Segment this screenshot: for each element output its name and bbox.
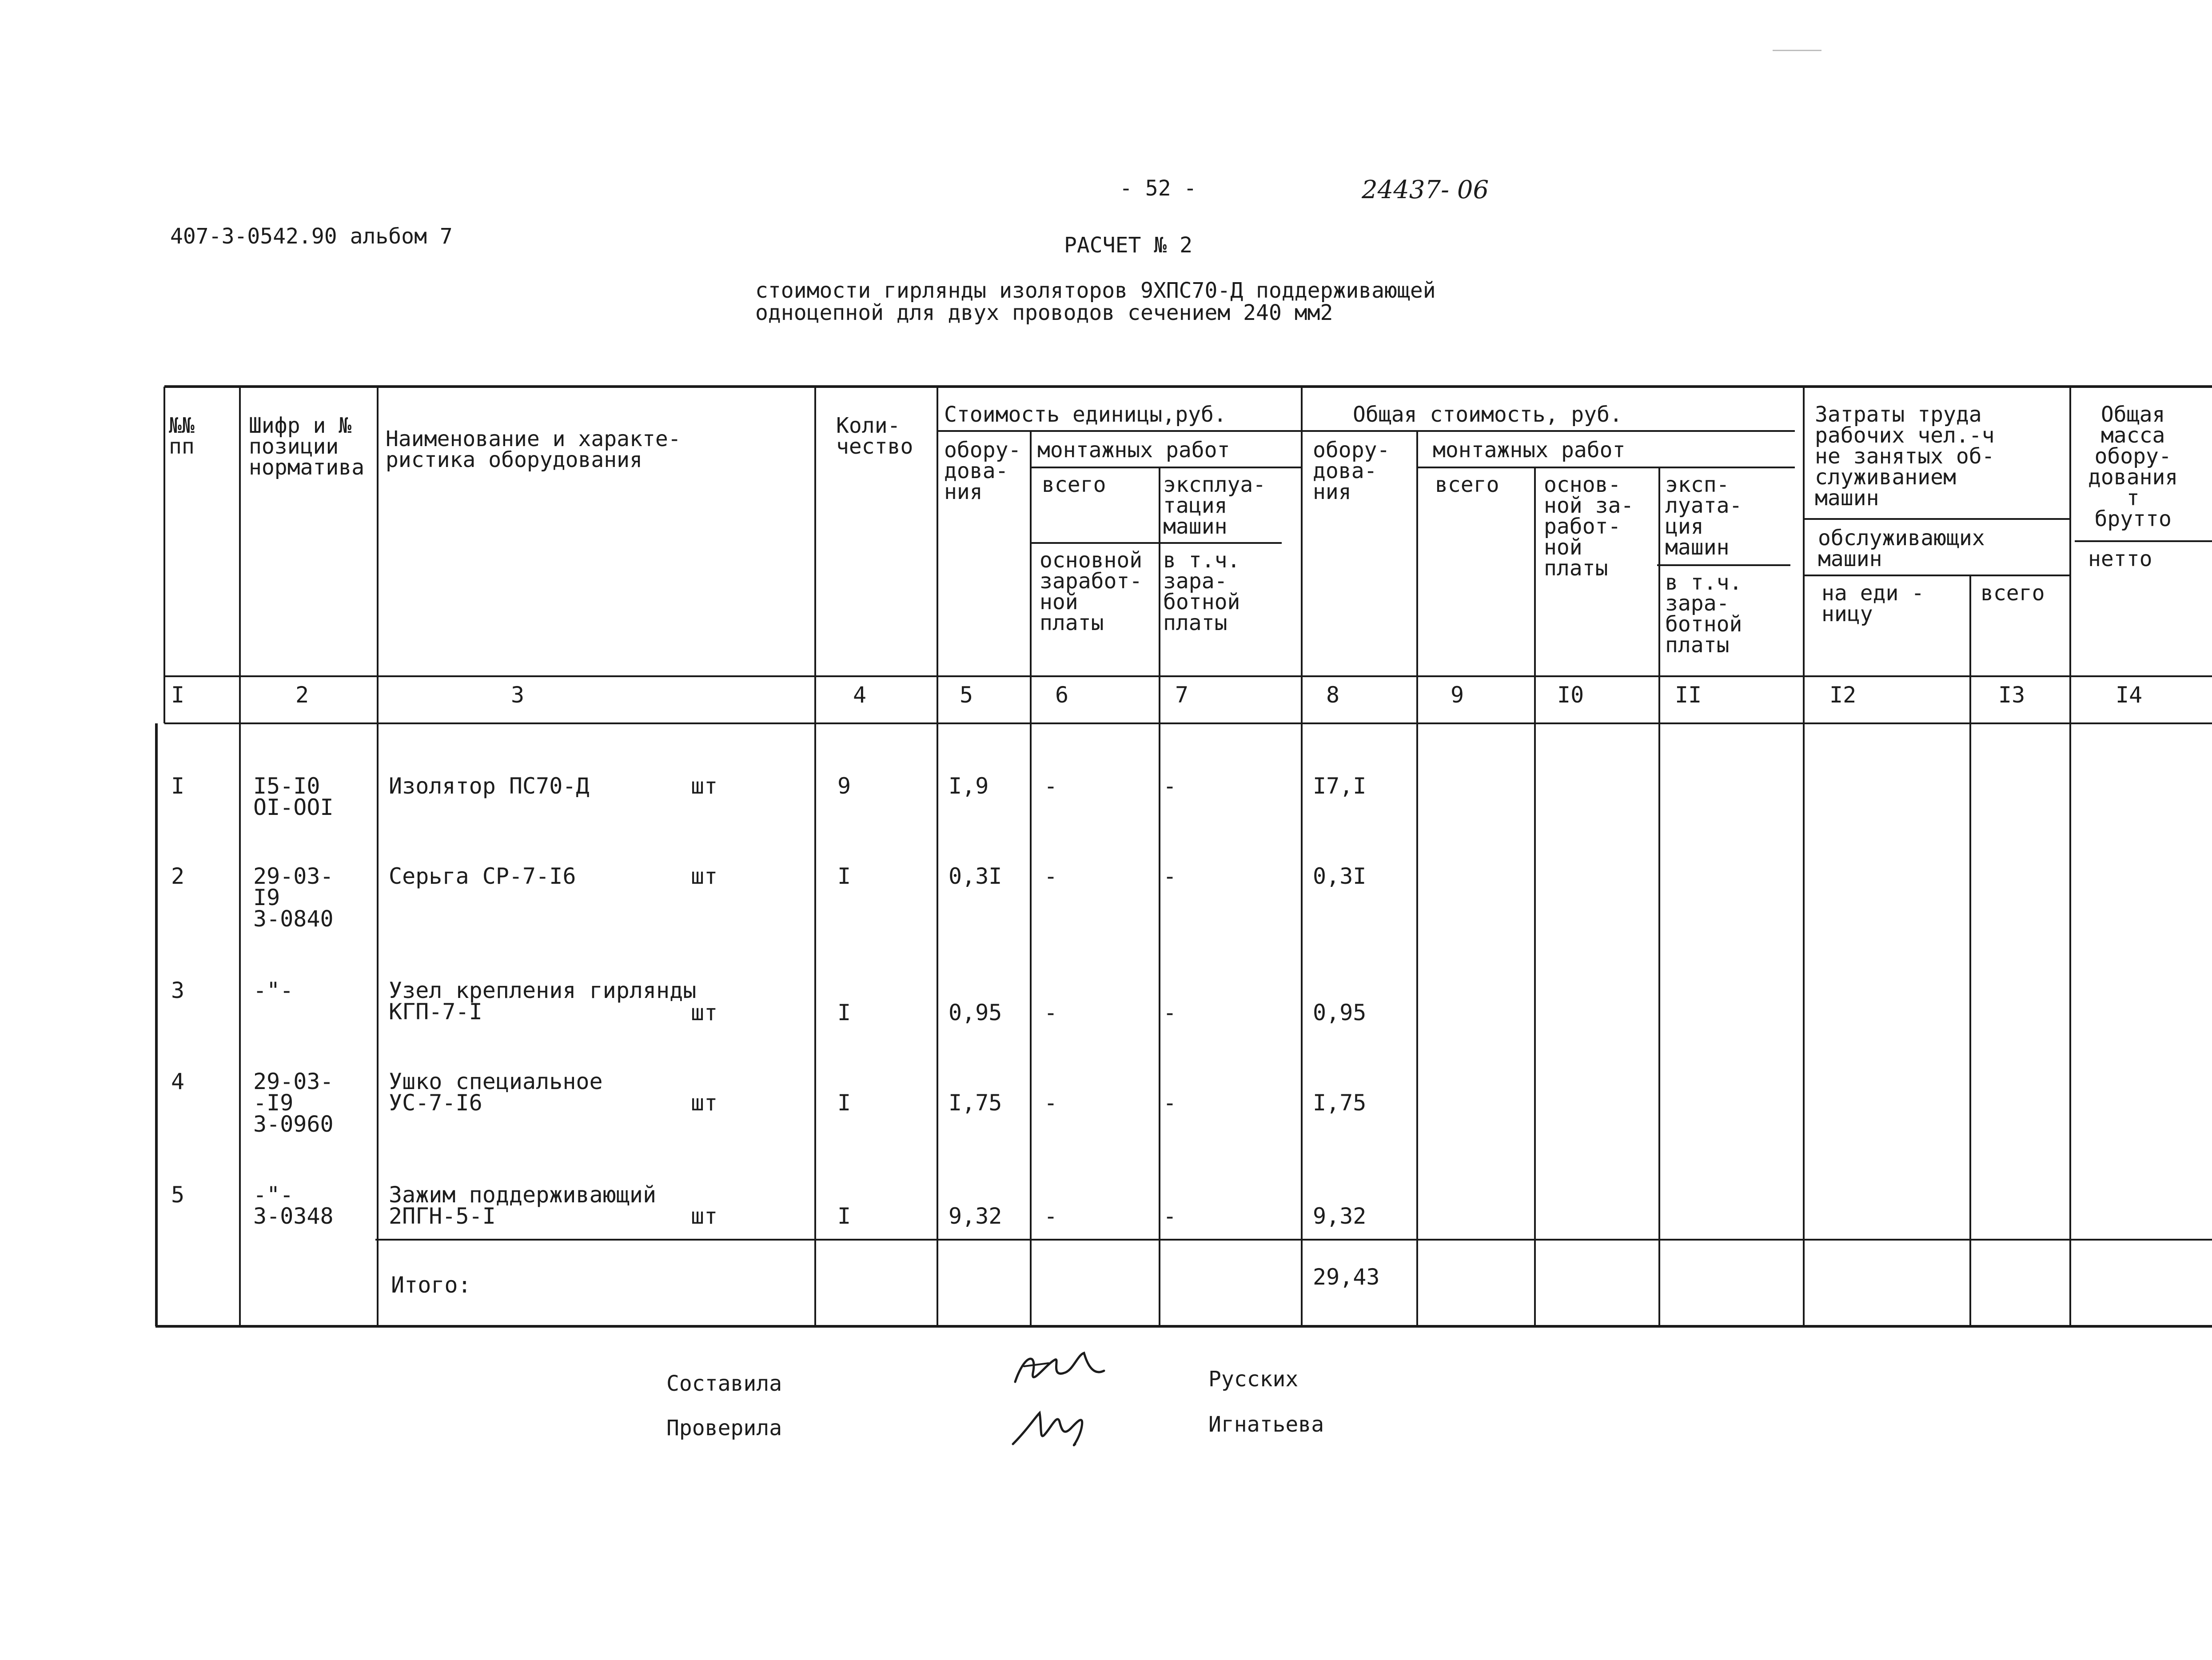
row-code: 29-03- -I9 3-0960 — [253, 1069, 334, 1137]
compiled-by-name: Русских — [1208, 1367, 1299, 1392]
row-unit-price: 9,32 — [949, 1203, 1002, 1229]
column-number-11: II — [1675, 682, 1702, 708]
row-unit: шт — [691, 1203, 718, 1229]
checked-by-name: Игнатьева — [1208, 1412, 1324, 1437]
column-number-14: I4 — [2116, 682, 2143, 708]
row-number: 4 — [171, 1069, 185, 1094]
column-number-10: I0 — [1557, 682, 1584, 708]
row-unit: шт — [691, 1000, 718, 1026]
row-name: Зажим поддерживающий 2ПГН-5-I — [389, 1182, 657, 1229]
document-title: РАСЧЕТ № 2 — [1064, 233, 1192, 258]
row-mounting-total: - — [1044, 1000, 1058, 1026]
row-total-equipment: 9,32 — [1313, 1203, 1367, 1229]
row-unit: шт — [691, 1090, 718, 1116]
row-name: Изолятор ПС70-Д — [389, 773, 590, 799]
column-number-5: 5 — [960, 682, 973, 708]
column-number-2: 2 — [295, 682, 309, 708]
header-quantity: Коли- чество — [836, 413, 913, 459]
header-labor-per-unit: на еди - ницу — [1821, 581, 1925, 626]
row-quantity: I — [837, 863, 851, 889]
header-labor-total: всего — [1981, 581, 2045, 606]
header-unit-machine-operation: эксплуа- тация машин — [1163, 472, 1266, 539]
album-reference: 407-3-0542.90 альбом 7 — [170, 224, 453, 249]
header-total-machine-wage: в т.ч. зара- ботной платы — [1665, 570, 1742, 658]
row-unit: шт — [691, 773, 718, 799]
header-row-number: №№ пп — [169, 413, 195, 459]
row-unit-price: I,75 — [949, 1090, 1002, 1116]
column-number-9: 9 — [1451, 682, 1464, 708]
header-total-mounting-all: всего — [1435, 472, 1499, 497]
header-total-basic-wage: основ- ной за- работ- ной платы — [1544, 472, 1634, 581]
row-machine-operation: - — [1163, 863, 1177, 889]
row-unit-price: 0,3I — [949, 863, 1002, 889]
row-quantity: 9 — [837, 773, 851, 799]
header-unit-machine-wage: в т.ч. зара- ботной платы — [1163, 548, 1240, 635]
row-total-equipment: I,75 — [1313, 1090, 1367, 1116]
row-number: 3 — [171, 978, 185, 1003]
column-number-7: 7 — [1175, 682, 1189, 708]
header-unit-equipment: обору- дова- ния — [944, 438, 1021, 504]
doc-number: 24437- 06 — [1362, 176, 1489, 204]
row-code: I5-I0 OI-OOI — [253, 773, 334, 820]
document-subtitle-line2: одноцепной для двух проводов сечением 240 мм2 — [755, 300, 1333, 325]
row-quantity: I — [837, 1203, 851, 1229]
column-number-13: I3 — [1998, 682, 2025, 708]
header-unit-mounting-total: всего — [1042, 472, 1106, 497]
header-unit-basic-wage: основной заработ- ной платы — [1040, 548, 1143, 635]
header-labor-serving-machines: обслуживающих машин — [1818, 526, 1985, 571]
row-total-equipment: I7,I — [1313, 773, 1367, 799]
row-unit-price: I,9 — [949, 773, 989, 799]
header-total-cost: Общая стоимость, руб. — [1353, 402, 1622, 427]
column-number-1: I — [171, 682, 185, 708]
row-code: -"- 3-0348 — [253, 1182, 334, 1229]
row-quantity: I — [837, 1000, 851, 1026]
page-number: - 52 - — [1120, 176, 1197, 201]
row-machine-operation: - — [1163, 1090, 1177, 1116]
row-machine-operation: - — [1163, 1203, 1177, 1229]
row-number: I — [171, 773, 185, 799]
column-number-8: 8 — [1326, 682, 1340, 708]
row-name: Узел крепления гирлянды КГП-7-I — [389, 978, 697, 1025]
row-name: Ушко специальное УС-7-I6 — [389, 1069, 603, 1116]
header-unit-cost: Стоимость единицы,руб. — [944, 402, 1227, 427]
row-total-equipment: 0,95 — [1313, 1000, 1367, 1026]
row-mounting-total: - — [1044, 1090, 1058, 1116]
total-label: Итого: — [391, 1272, 471, 1298]
row-mounting-total: - — [1044, 1203, 1058, 1229]
row-quantity: I — [837, 1090, 851, 1116]
header-total-equipment: обору- дова- ния — [1313, 438, 1390, 504]
row-unit-price: 0,95 — [949, 1000, 1002, 1026]
header-unit-mounting: монтажных работ — [1037, 438, 1230, 463]
header-total-mounting: монтажных работ — [1433, 438, 1626, 463]
row-total-equipment: 0,3I — [1313, 863, 1367, 889]
column-number-3: 3 — [511, 682, 525, 708]
header-code: Шифр и № позиции норматива — [249, 413, 365, 480]
header-name: Наименование и характе- ристика оборудования — [386, 427, 681, 472]
total-value: 29,43 — [1313, 1264, 1380, 1290]
checked-signature — [1008, 1404, 1097, 1453]
header-mass-gross: Общая масса обору- дования т брутто — [2088, 402, 2178, 531]
column-number-12: I2 — [1829, 682, 1857, 708]
header-mass-net: нетто — [2088, 547, 2152, 571]
header-total-machine-operation: эксп- луата- ция машин — [1665, 472, 1742, 560]
column-number-4: 4 — [853, 682, 867, 708]
column-number-6: 6 — [1055, 682, 1069, 708]
compiled-signature — [1006, 1346, 1113, 1395]
row-code: 29-03- I9 3-0840 — [253, 863, 334, 932]
row-machine-operation: - — [1163, 773, 1177, 799]
checked-by-label: Проверила — [666, 1416, 782, 1441]
header-labor-costs: Затраты труда рабочих чел.-ч не занятых об- служиванием машин — [1815, 402, 1995, 511]
row-number: 2 — [171, 863, 185, 889]
row-number: 5 — [171, 1182, 185, 1208]
row-name: Серьга СР-7-I6 — [389, 863, 576, 889]
row-code: -"- — [253, 978, 294, 1003]
row-mounting-total: - — [1044, 773, 1058, 799]
document-subtitle-line1: стоимости гирлянды изоляторов 9ХПС70-Д поддерживающей — [755, 278, 1436, 303]
row-machine-operation: - — [1163, 1000, 1177, 1026]
row-unit: шт — [691, 863, 718, 889]
row-mounting-total: - — [1044, 863, 1058, 889]
compiled-by-label: Составила — [666, 1371, 782, 1396]
